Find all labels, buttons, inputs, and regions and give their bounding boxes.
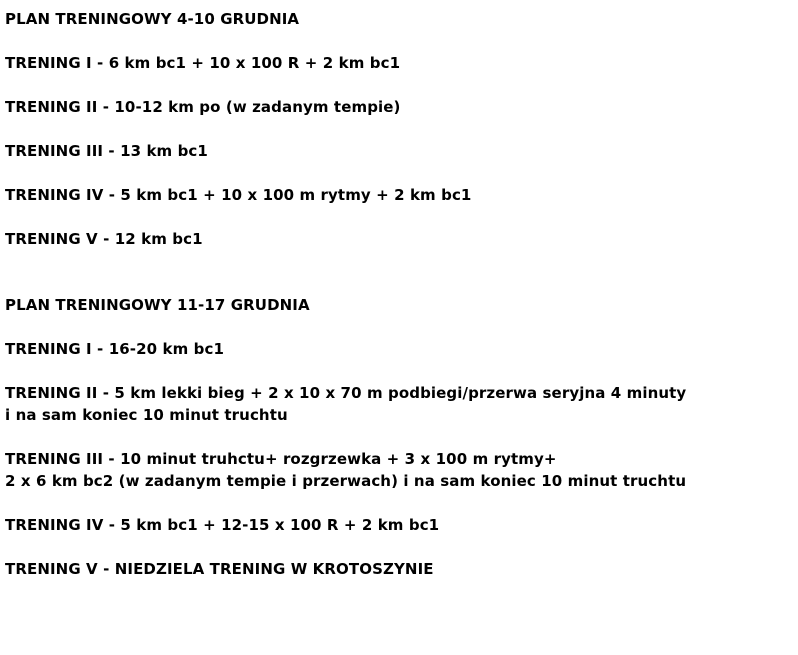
plan-2-training-5: TRENING V - NIEDZIELA TRENING W KROTOSZYNIE (5, 560, 434, 578)
plan-2-training-3-line-2: 2 x 6 km bc2 (w zadanym tempie i przerwach) i na sam koniec 10 minut truchtu (5, 472, 687, 490)
plan-1-title: PLAN TRENINGOWY 4-10 GRUDNIA (5, 10, 300, 28)
plan-1-training-4: TRENING IV - 5 km bc1 + 10 x 100 m rytmy + 2 km bc1 (5, 186, 472, 204)
plan-2-title: PLAN TRENINGOWY 11-17 GRUDNIA (5, 296, 310, 314)
plan-2-training-3-line-1: TRENING III - 10 minut truhctu+ rozgrzewka + 3 x 100 m rytmy+ (5, 450, 557, 468)
plan-2-training-4: TRENING IV - 5 km bc1 + 12-15 x 100 R + 2 km bc1 (5, 516, 440, 534)
plan-1-training-2: TRENING II - 10-12 km po (w zadanym tempie) (5, 98, 401, 116)
plan-1-training-1: TRENING I - 6 km bc1 + 10 x 100 R + 2 km bc1 (5, 54, 401, 72)
plan-2-training-2-line-1: TRENING II - 5 km lekki bieg + 2 x 10 x 70 m podbiegi/przerwa seryjna 4 minuty (5, 384, 687, 402)
plan-2-training-2-line-2: i na sam koniec 10 minut truchtu (5, 406, 288, 424)
plan-2-training-1: TRENING I - 16-20 km bc1 (5, 340, 224, 358)
plan-1-training-5: TRENING V - 12 km bc1 (5, 230, 203, 248)
plan-1-training-3: TRENING III - 13 km bc1 (5, 142, 208, 160)
